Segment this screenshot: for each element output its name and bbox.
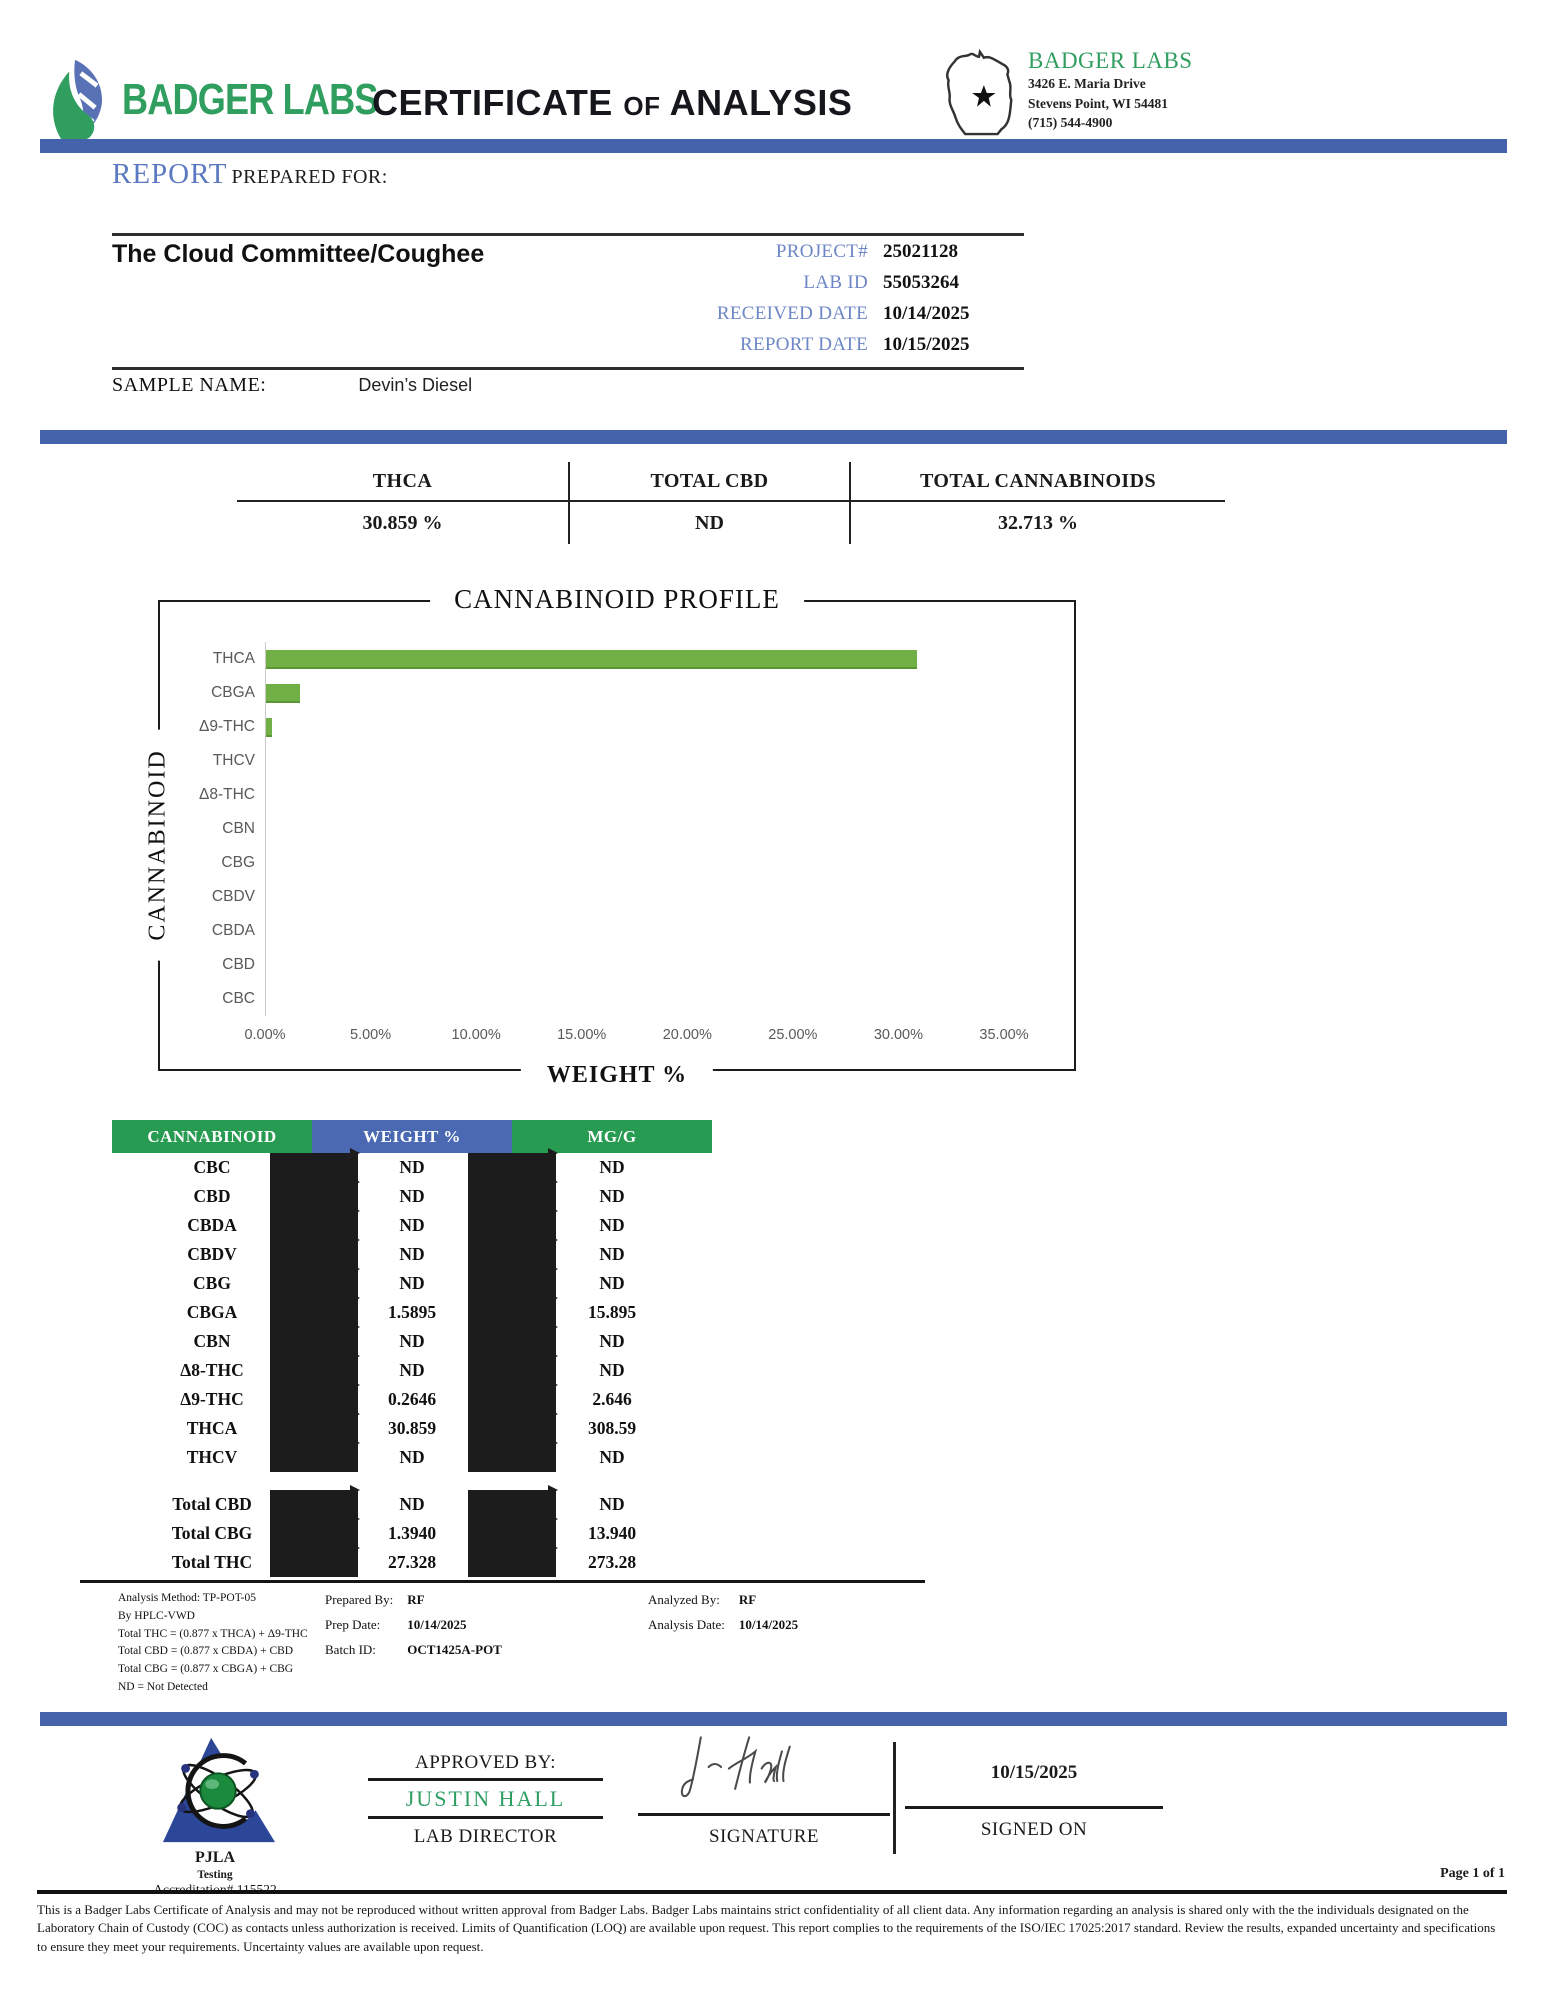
table-row — [112, 1490, 712, 1519]
row-cannabinoid-name: CBN — [193, 1331, 231, 1351]
chart-x-axis-ticks — [244, 1027, 1029, 1047]
report-field-label: RECEIVED DATE — [716, 303, 868, 324]
chart-bar — [266, 718, 272, 737]
footnote-line: Total CBG = (0.877 x CBGA) + CBG — [118, 1663, 294, 1676]
row-weight-value: ND — [399, 1157, 425, 1177]
approver-title: LAB DIRECTOR — [413, 1826, 558, 1847]
row-mgg-value: 273.28 — [587, 1552, 637, 1572]
chart-row — [160, 710, 1004, 744]
row-weight-value: 30.859 — [387, 1418, 437, 1438]
chart-bar-track — [265, 914, 1004, 948]
rule-above-sample-name — [112, 367, 1024, 370]
page-number: Page 1 of 1 — [1440, 1866, 1505, 1881]
chart-row — [160, 642, 1004, 676]
row-cannabinoid-name: THCV — [186, 1447, 238, 1467]
table-header-cannabinoid: CANNABINOID — [112, 1120, 312, 1153]
row-cannabinoid-name: CBDV — [187, 1244, 237, 1264]
table-totals — [112, 1490, 712, 1577]
chart-row — [160, 778, 1004, 812]
wisconsin-map-icon — [938, 48, 1018, 138]
analysis-footnotes — [648, 1592, 798, 1633]
footnote-value: 10/14/2025 — [738, 1617, 799, 1632]
chart-row — [160, 676, 1004, 710]
approver-name: JUSTIN HALL — [405, 1786, 566, 1811]
chart-category-label: CBC — [222, 990, 255, 1007]
divider-bar-second — [40, 430, 1507, 444]
leaf-icon — [46, 58, 108, 142]
chart-category-label: CBG — [221, 854, 255, 871]
table-row — [112, 1298, 712, 1327]
chart-category-label: CBGA — [211, 684, 255, 701]
row-weight-value: ND — [399, 1244, 425, 1264]
chart-tick-label: 25.00% — [768, 1027, 818, 1043]
report-fields — [600, 241, 1030, 356]
chart-category-label: THCA — [212, 650, 255, 667]
summary-table — [237, 462, 1225, 544]
chart-bar — [266, 684, 300, 703]
report-word: REPORT — [112, 158, 228, 190]
chart-category-label: CBDV — [211, 888, 255, 905]
footnote-line: By HPLC-VWD — [118, 1609, 195, 1622]
summary-column-label: TOTAL CBD — [570, 462, 849, 502]
row-weight-value: ND — [399, 1360, 425, 1380]
row-cannabinoid-name: Total THC — [171, 1552, 253, 1572]
lab-contact-block — [938, 48, 1193, 138]
method-footnotes — [118, 1590, 348, 1697]
chart-bar-track — [265, 778, 1004, 812]
chart-plot-area — [160, 642, 1004, 1016]
report-prepared-for-heading — [112, 158, 388, 191]
prepared-for-word: PREPARED FOR: — [231, 166, 388, 188]
chart-bar-track — [265, 676, 1004, 710]
footnote-label: Analyzed By: — [648, 1592, 720, 1607]
lab-address-line1: 3426 E. Maria Drive — [1028, 76, 1146, 91]
row-mgg-value: ND — [599, 1360, 625, 1380]
table-body — [112, 1153, 712, 1472]
summary-column — [851, 462, 1225, 544]
row-weight-value: ND — [399, 1215, 425, 1235]
row-weight-value: ND — [399, 1447, 425, 1467]
row-mgg-value: ND — [599, 1331, 625, 1351]
approved-by-label: APPROVED BY: — [415, 1752, 556, 1773]
chart-bar-track — [265, 982, 1004, 1016]
footnote-label: Analysis Date: — [648, 1617, 725, 1632]
logo-wordmark: BADGER LABS — [122, 75, 378, 124]
chart-tick-label: 30.00% — [873, 1027, 924, 1043]
chart-category-label: CBDA — [211, 922, 255, 939]
chart-tick-label: 0.00% — [244, 1027, 286, 1043]
divider-bar-top — [40, 139, 1507, 153]
row-cannabinoid-name: CBD — [193, 1186, 231, 1206]
table-header-weight: WEIGHT % — [312, 1120, 512, 1153]
row-mgg-value: ND — [599, 1157, 625, 1177]
row-cannabinoid-name: Total CBG — [171, 1523, 253, 1543]
signature-divider — [893, 1742, 896, 1854]
cannabinoid-results-table — [112, 1120, 712, 1577]
row-weight-value: 27.328 — [387, 1552, 437, 1572]
chart-row — [160, 846, 1004, 880]
sample-name-value: Devin’s Diesel — [358, 375, 473, 395]
chart-row — [160, 744, 1004, 778]
chart-bar-track — [265, 880, 1004, 914]
footnote-value: RF — [738, 1592, 757, 1607]
footer-double-rule — [37, 1890, 1507, 1894]
row-mgg-value: 308.59 — [587, 1418, 637, 1438]
table-row — [112, 1153, 712, 1182]
table-row — [112, 1443, 712, 1472]
row-cannabinoid-name: CBDA — [187, 1215, 237, 1235]
chart-tick-label: 15.00% — [557, 1027, 607, 1043]
report-field-value: 10/15/2025 — [883, 334, 970, 355]
summary-column-value: 32.713 % — [998, 511, 1078, 534]
footnote-line: Total THC = (0.877 x THCA) + Δ9-THC — [118, 1627, 308, 1640]
footnote-line: Analysis Method: TP-POT-05 — [118, 1592, 257, 1604]
lab-phone: (715) 544-4900 — [1028, 115, 1113, 131]
signature-line — [638, 1813, 890, 1816]
table-row — [112, 1211, 712, 1240]
summary-column — [570, 462, 851, 544]
chart-title: CANNABINOID PROFILE — [430, 584, 804, 615]
footnote-line: Total CBD = (0.877 x CBDA) + CBD — [118, 1645, 294, 1658]
disclaimer-text: This is a Badger Labs Certificate of Analysis and may not be reproduced without written approval from Badger Labs. Badger Labs maintains strict confidentiality of all client data. Any information regarding an analysis is shared only with the the individuals designated on the Laboratory Chain of Custody (COC) as contacts unless authorization is received. Limits of Quantification (LOQ) are available upon request. This report complies to the requirements of the ISO/IEC 17025:2017 standard. Review the results, expanded uncertainty and specifications to ensure they meet your requirements. Uncertainty values are available upon request. — [37, 1902, 1496, 1954]
chart-row — [160, 914, 1004, 948]
chart-tick-label: 5.00% — [350, 1027, 392, 1043]
signature-scribble — [649, 1728, 879, 1806]
table-row — [112, 1269, 712, 1298]
row-weight-value: 0.2646 — [387, 1389, 437, 1409]
table-header-row — [112, 1120, 712, 1153]
chart-bar-track — [265, 744, 1004, 778]
chart-row — [160, 948, 1004, 982]
report-field-label: LAB ID — [803, 272, 868, 293]
row-weight-value: ND — [399, 1494, 425, 1514]
table-row — [112, 1327, 712, 1356]
row-cannabinoid-name: CBGA — [186, 1302, 238, 1322]
chart-category-label: CBD — [222, 956, 255, 973]
footnote-value: RF — [407, 1592, 425, 1607]
row-cannabinoid-name: CBC — [193, 1157, 231, 1177]
row-weight-value: 1.5895 — [387, 1302, 437, 1322]
pjla-accreditation-number: Accreditation# 115522 — [153, 1882, 277, 1898]
table-row — [112, 1356, 712, 1385]
chart-category-label: Δ9-THC — [199, 718, 255, 735]
footnote-line: ND = Not Detected — [118, 1681, 208, 1694]
row-mgg-value: ND — [599, 1215, 625, 1235]
chart-row — [160, 880, 1004, 914]
divider-bar-bottom — [40, 1712, 1507, 1726]
report-field-value: 25021128 — [883, 241, 958, 262]
chart-x-axis-label: WEIGHT % — [521, 1062, 713, 1089]
table-row — [112, 1182, 712, 1211]
sample-name-row — [112, 374, 472, 397]
lab-name: BADGER LABS — [1028, 48, 1193, 73]
chart-category-label: Δ8-THC — [199, 786, 255, 803]
approved-by-block — [368, 1752, 603, 1848]
chart-tick-label: 35.00% — [979, 1027, 1029, 1043]
report-field-value: 10/14/2025 — [883, 303, 970, 324]
page-title — [372, 82, 852, 124]
row-mgg-value: 2.646 — [592, 1389, 632, 1409]
client-name: The Cloud Committee/Coughee — [112, 240, 485, 268]
row-mgg-value: ND — [599, 1186, 625, 1206]
summary-column-label: TOTAL CANNABINOIDS — [851, 462, 1225, 502]
signed-on-line — [905, 1806, 1163, 1809]
chart-tick-label: 10.00% — [451, 1027, 501, 1043]
chart-category-label: CBN — [222, 820, 255, 837]
table-row — [112, 1385, 712, 1414]
sample-name-label: SAMPLE NAME: — [112, 374, 267, 396]
summary-column — [237, 462, 570, 544]
report-field-label: PROJECT# — [775, 241, 868, 262]
table-row — [112, 1240, 712, 1269]
cannabinoid-profile-chart — [144, 584, 1076, 1088]
table-row — [112, 1519, 712, 1548]
footnote-value: OCT1425A-POT — [407, 1642, 502, 1657]
chart-bar-track — [265, 948, 1004, 982]
chart-tick-label: 20.00% — [662, 1027, 712, 1043]
footnote-label: Prepared By: — [325, 1592, 394, 1607]
chart-bar — [266, 650, 917, 669]
row-cannabinoid-name: Δ9-THC — [180, 1389, 244, 1409]
pjla-sub: Testing — [197, 1869, 233, 1881]
report-field-label: REPORT DATE — [740, 334, 868, 355]
lab-address-line2: Stevens Point, WI 54481 — [1028, 95, 1169, 111]
chart-y-axis-label: CANNABINOID — [145, 729, 172, 960]
summary-column-value: 30.859 % — [362, 511, 443, 534]
row-weight-value: ND — [399, 1186, 425, 1206]
row-mgg-value: 13.940 — [587, 1523, 637, 1543]
table-row — [112, 1414, 712, 1443]
row-cannabinoid-name: CBG — [193, 1273, 231, 1293]
row-mgg-value: ND — [599, 1494, 625, 1514]
row-weight-value: ND — [399, 1273, 425, 1293]
signed-on-label: SIGNED ON — [980, 1818, 1088, 1840]
footnote-label: Prep Date: — [325, 1617, 381, 1632]
row-weight-value: 1.3940 — [387, 1523, 437, 1543]
row-mgg-value: 15.895 — [587, 1302, 637, 1322]
chart-bar-track — [265, 846, 1004, 880]
table-row — [112, 1548, 712, 1577]
chart-bar-track — [265, 812, 1004, 846]
title-word-of: OF — [623, 91, 661, 121]
signed-on-block — [905, 1750, 1163, 1841]
chart-category-label: THCV — [212, 752, 255, 769]
signed-on-date: 10/15/2025 — [990, 1762, 1078, 1783]
row-mgg-value: ND — [599, 1447, 625, 1467]
chart-bar-track — [265, 710, 1004, 744]
rule-under-report-heading — [112, 233, 1024, 236]
row-cannabinoid-name: Total CBD — [172, 1494, 252, 1514]
row-mgg-value: ND — [599, 1244, 625, 1264]
chart-row — [160, 982, 1004, 1016]
pjla-org: PJLA — [195, 1849, 235, 1866]
pjla-accreditation-logo — [150, 1732, 288, 1850]
signature-label: SIGNATURE — [708, 1825, 820, 1847]
footnote-value: 10/14/2025 — [407, 1617, 467, 1632]
row-weight-value: ND — [399, 1331, 425, 1351]
footnote-label: Batch ID: — [325, 1642, 376, 1657]
row-mgg-value: ND — [599, 1273, 625, 1293]
title-word-analysis: ANALYSIS — [669, 82, 853, 123]
row-cannabinoid-name: Δ8-THC — [180, 1360, 244, 1380]
rule-above-footnotes — [80, 1580, 925, 1583]
table-header-mgg: MG/G — [512, 1120, 712, 1153]
summary-column-value: ND — [695, 511, 724, 534]
summary-column-label: THCA — [237, 462, 568, 502]
prep-footnotes — [325, 1592, 502, 1658]
chart-bar-track — [265, 642, 1004, 676]
chart-row — [160, 812, 1004, 846]
report-field-value: 55053264 — [883, 272, 959, 293]
row-cannabinoid-name: THCA — [186, 1418, 238, 1438]
title-word-certificate: CERTIFICATE — [372, 82, 613, 123]
signature-block — [638, 1728, 890, 1848]
